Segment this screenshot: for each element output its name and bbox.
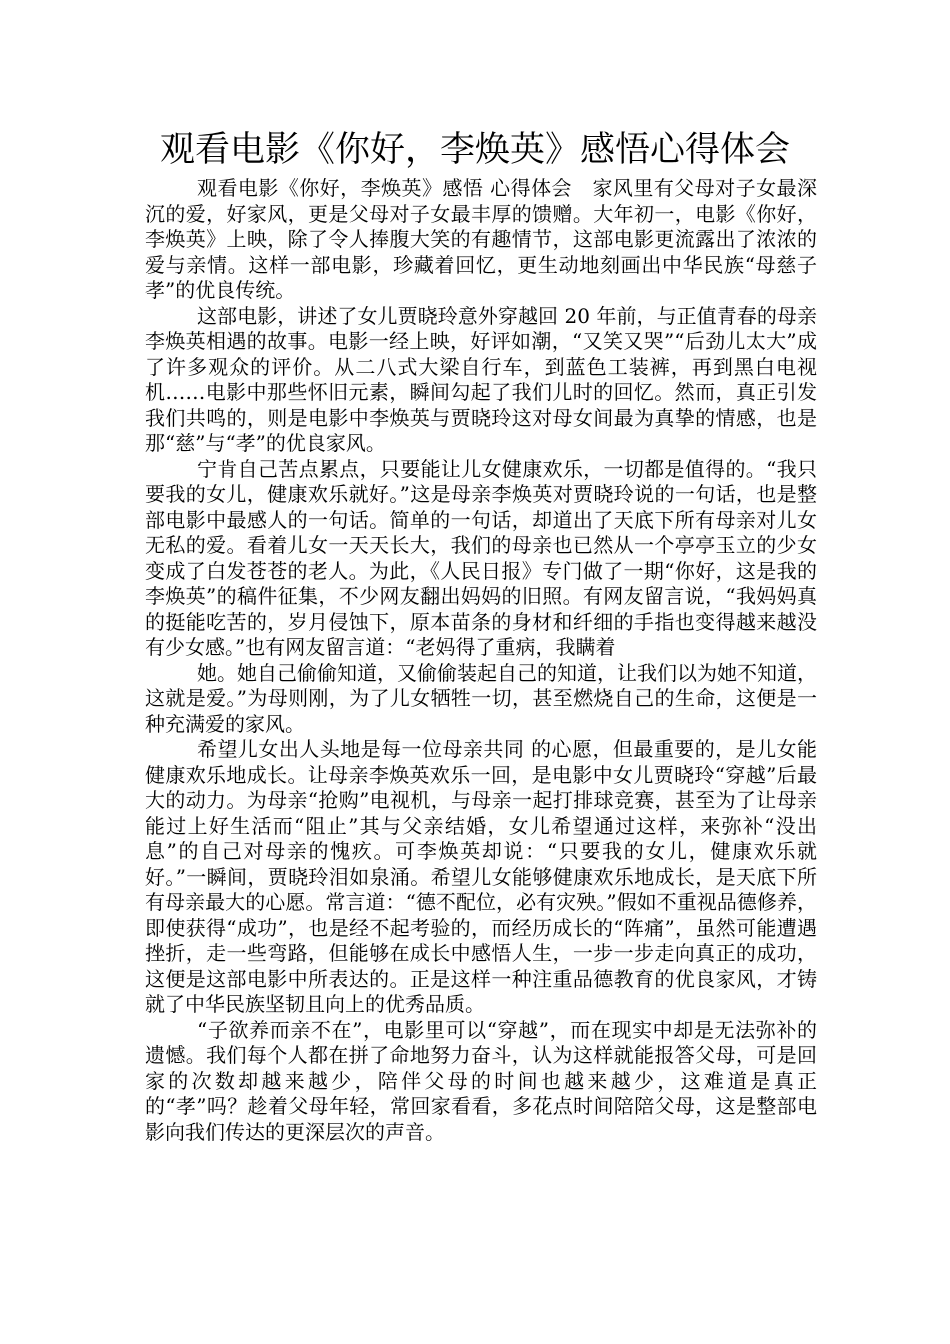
paragraph-mother-love-continued: 她。她自己偷偷知道，又偷偷装起自己的知道，让我们以为她不知道，这就是爱。”为母则刚，为了儿女牺牲一切，甚至燃烧自己的生命，这便是一种充满爱的家风。 [145, 660, 817, 736]
document-title: 观看电影《你好，李焕英》感悟心得体会 [159, 130, 790, 170]
document-body [145, 176, 817, 1145]
paragraph-growth: 希望儿女出人头地是每一位母亲共同 的心愿，但最重要的，是儿女能健康欢乐地成长。让母亲李焕英欢乐一回，是电影中女儿贾晓玲“穿越”后最大的动力。为母亲“抢购”电视机，与母亲一起打排球竞赛，甚至为了让母亲能过上好生活而“阻止”其与父亲结婚，女儿希望通过这样，来弥补“没出息”的自己对母亲的愧疚。可李焕英却说：“只要我的女儿，健康欢乐就好。”一瞬间，贾晓玲泪如泉涌。希望儿女能够健康欢乐地成长，是天底下所有母亲最大的心愿。常言道：“德不配位，必有灾殃。”假如不重视品德修养，即使获得“成功”，也是经不起考验的，而经历成长的“阵痛”，虽然可能遭遇挫折，走一些弯路，但能够在成长中感悟人生，一步一步走向真正的成功，这便是这部电影中所表达的。正是这样一种注重品德教育的优良家风，才铸就了中华民族坚韧且向上的优秀品质。 [145, 737, 817, 1016]
paragraph-filial-piety: “子欲养而亲不在”，电影里可以“穿越”，而在现实中却是无法弥补的遗憾。我们每个人都在拼了命地努力奋斗，认为这样就能报答父母，可是回家的次数却越来越少，陪伴父母的时间也越来越少，这难道是真正的“孝”吗？趁着父母年轻，常回家看看，多花点时间陪陪父母，这是整部电影向我们传达的更深层次的声音。 [145, 1017, 817, 1144]
paragraph-intro: 观看电影《你好，李焕英》感悟 心得体会 家风里有父母对子女最深沉的爱，好家风，更是父母对子女最丰厚的馈赠。大年初一，电影《你好，李焕英》上映，除了令人捧腹大笑的有趣情节，这部电影更流露出了浓浓的爱与亲情。这样一部电影，珍藏着回忆，更生动地刻画出中华民族“母慈子孝”的优良传统。 [145, 176, 817, 302]
paragraph-story: 这部电影，讲述了女儿贾晓玲意外穿越回 20 年前，与正值青春的母亲李焕英相遇的故事。电影一经上映，好评如潮，“又笑又哭”“后劲儿太大”成了许多观众的评价。从二八式大梁自行车，到蓝色工装裤，再到黑白电视机……电影中那些怀旧元素，瞬间勾起了我们儿时的回忆。然而，真正引发我们共鸣的，则是电影中李焕英与贾晓玲这对母女间最为真挚的情感，也是那“慈”与“孝”的优良家风。 [145, 303, 817, 455]
paragraph-mother-love: 宁肯自己苦点累点，只要能让儿女健康欢乐，一切都是值得的。“我只要我的女儿，健康欢乐就好。”这是母亲李焕英对贾晓玲说的一句话，也是整部电影中最感人的一句话。简单的一句话，却道出了天底下所有母亲对儿女无私的爱。看着儿女一天天长大，我们的母亲也已然从一个亭亭玉立的少女变成了白发苍苍的老人。为此，《人民日报》专门做了一期“你好，这是我的李焕英”的稿件征集，不少网友翻出妈妈的旧照。有网友留言说，“我妈妈真的挺能吃苦的，岁月侵蚀下，原本苗条的身材和纤细的手指也变得越来越没有少女感。”也有网友留言道：“老妈得了重病，我瞒着 [145, 456, 817, 659]
